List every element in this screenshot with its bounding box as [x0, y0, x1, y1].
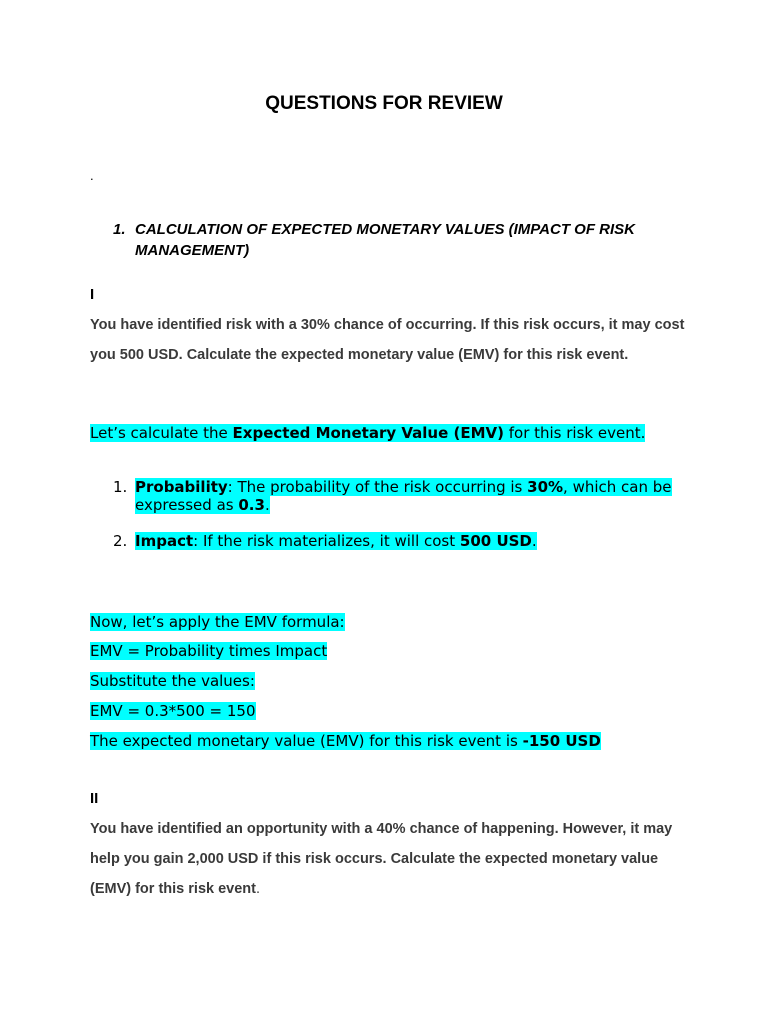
emv-intro: [90, 423, 645, 443]
formula-text: EMV = Probability times Impact: [90, 642, 328, 660]
list-item-label: Probability: [135, 478, 228, 496]
list-item-bold: 30%: [527, 478, 564, 496]
list-item-text: : The probability of the risk occurring is: [227, 478, 528, 496]
page-title: QUESTIONS FOR REVIEW: [265, 93, 503, 114]
question-ii-text: You have identified an opportunity with a 40% chance of happening. However, it may help you gain 2,000 USD if this risk occurs. Calculate the expected monetary value (EMV) for this risk event: [90, 821, 673, 897]
emv-intro-pre: Let’s calculate the: [90, 424, 233, 442]
emv-intro-bold: Expected Monetary Value (EMV): [232, 424, 504, 442]
formula: [90, 641, 327, 661]
result-text: The expected monetary value (EMV) for this risk event is: [90, 732, 523, 750]
list-item-bold: 500 USD: [459, 532, 532, 550]
result-value: -150 USD: [522, 732, 601, 750]
section-number: 1.: [113, 221, 126, 238]
substitute-text: Substitute the values:: [90, 672, 255, 690]
question-ii: [90, 814, 690, 904]
list-item-text: : If the risk materializes, it will cost: [193, 532, 460, 550]
list-item-bold: 0.3: [238, 496, 265, 514]
result: [90, 731, 601, 751]
question-i: You have identified risk with a 30% chance of occurring. If this risk occurs, it may cost you 500 USD. Calculate the expected monetary value (EMV) for this risk event.: [90, 317, 685, 363]
formula-intro-text: Now, let’s apply the EMV formula:: [90, 613, 345, 631]
list-item-text: .: [531, 532, 537, 550]
question-ii-period: .: [255, 881, 261, 897]
list-item-impact: [113, 532, 683, 550]
substitute: [90, 671, 255, 691]
list-item-label: Impact: [135, 532, 194, 550]
list-item-number: 1.: [113, 478, 128, 496]
calculation-text: EMV = 0.3*500 = 150: [90, 702, 256, 720]
formula-intro: [90, 612, 345, 632]
stray-dot: .: [90, 168, 94, 183]
list-item-text: , which can be expressed as: [135, 478, 672, 514]
list-item-number: 2.: [113, 532, 128, 550]
calculation: [90, 701, 256, 721]
emv-intro-post: for this risk event.: [503, 424, 646, 442]
part-label-ii: II: [90, 790, 99, 807]
list-item-probability: [113, 478, 683, 514]
section-heading-text: CALCULATION OF EXPECTED MONETARY VALUES (IMPACT OF RISK MANAGEMENT): [135, 221, 636, 259]
part-label-i: I: [90, 286, 95, 303]
section-heading: [113, 219, 673, 261]
list-item-text: .: [264, 496, 270, 514]
